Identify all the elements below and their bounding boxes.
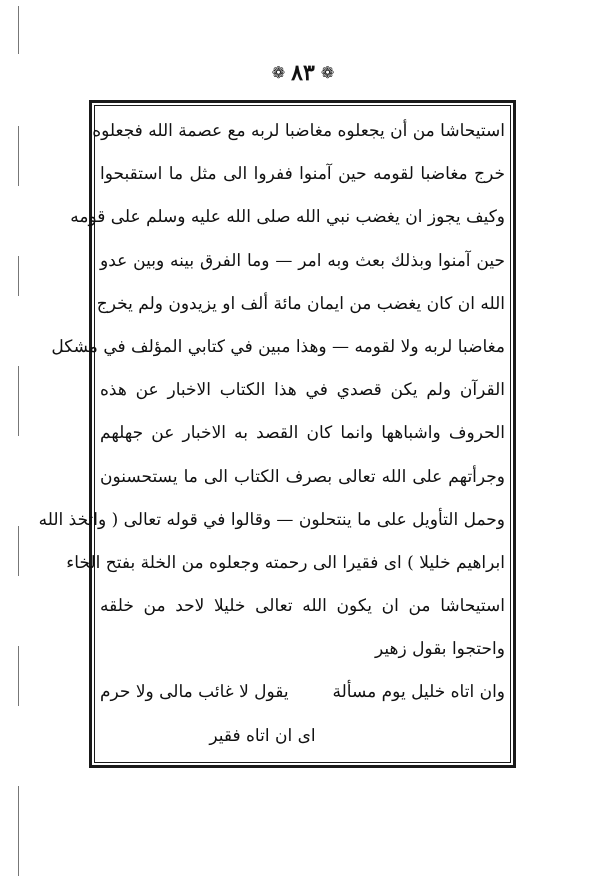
margin-tick bbox=[18, 366, 19, 436]
margin-tick bbox=[18, 6, 19, 54]
text-line: استيحاشا من أن يجعلوه مغاضبا لربه مع عصمة الله فجعلوه bbox=[92, 121, 505, 141]
margin-rule bbox=[18, 6, 20, 889]
text-line: حين آمنوا وبذلك بعث وبه امر — وما الفرق بينه وبين عدو bbox=[100, 250, 505, 271]
margin-tick bbox=[18, 256, 19, 296]
text-line: الله ان كان يغضب من ايمان مائة ألف او يزيدون ولم يخرج bbox=[96, 293, 505, 314]
margin-tick bbox=[18, 786, 19, 876]
text-line: ابراهيم خليلا ) اى فقيرا الى رحمته وجعلوه من الخلة بفتح الخاء bbox=[66, 552, 505, 573]
ornament-icon: ❁ bbox=[271, 63, 286, 82]
text-line: وكيف يجوز ان يغضب نبي الله صلى الله عليه وسلم على قومه bbox=[70, 207, 505, 228]
text-line: الحروف واشباهها وانما كان القصد به الاخبار عن جهلهم bbox=[100, 423, 505, 444]
verse-second-hemistich: يقول لا غائب مالى ولا حرم bbox=[100, 682, 289, 703]
text-line: مغاضبا لربه ولا لقومه — وهذا مبين في كتابي المؤلف في مشكل bbox=[51, 336, 505, 357]
text-line: وحمل التأويل على ما ينتحلون — وقالوا في قوله تعالى ( واتخذ الله bbox=[38, 509, 505, 530]
text-line: وجرأتهم على الله تعالى بصرف الكتاب الى ما يستحسنون bbox=[100, 466, 505, 487]
verse-first-hemistich: وان اتاه خليل يوم مسألة bbox=[332, 682, 505, 703]
verse-line bbox=[100, 671, 505, 714]
page-number-value: ٨٣ bbox=[291, 60, 315, 86]
margin-tick bbox=[18, 646, 19, 706]
gloss-line: اى ان اتاه فقير bbox=[209, 725, 316, 746]
ornament-icon: ❁ bbox=[320, 63, 335, 82]
text-line: خرج مغاضبا لقومه حين آمنوا ففروا الى مثل ما استقبحوا bbox=[100, 164, 505, 185]
page-number bbox=[0, 58, 606, 88]
text-body bbox=[38, 110, 505, 758]
text-line: استيحاشا من ان يكون الله تعالى خليلا لاحد من خلقه bbox=[100, 596, 505, 617]
closing-line: واحتجوا بقول زهير bbox=[374, 639, 505, 660]
margin-tick bbox=[18, 526, 19, 576]
margin-tick bbox=[18, 126, 19, 186]
text-line: القرآن ولم يكن قصدي في هذا الكتاب الاخبار عن هذه bbox=[100, 380, 505, 401]
